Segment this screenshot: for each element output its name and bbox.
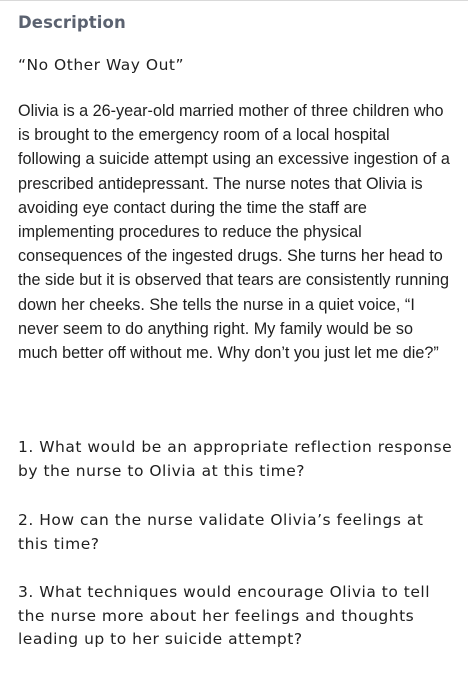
section-heading: Description: [18, 13, 126, 32]
question-3: 3. What techniques would encourage Olivia to tell the nurse more about her feelings and thoughts leading up to her suicide attempt?: [18, 583, 431, 648]
question-2: 2. How can the nurse validate Olivia’s feelings at this time?: [18, 511, 424, 553]
case-title: “No Other Way Out”: [18, 56, 185, 74]
question-1: 1. What would be an appropriate reflection response by the nurse to Olivia at this time?: [18, 438, 453, 480]
case-description: Olivia is a 26-year-old married mother of three children who is brought to the emergency room of a local hospital following a suicide attempt using an excessive ingestion of a prescribed antidepressant. The nurse notes that Olivia is avoiding eye contact during the time the staff are implementing procedures to reduce the physical consequences of the ingested drugs. She turns her head to the side but it is observed that tears are consistently running down her cheeks. She tells the nurse in a quiet voice, “I never seem to do anything right. My family would be so much better off without me. Why don’t you just let me die?”: [18, 102, 450, 363]
